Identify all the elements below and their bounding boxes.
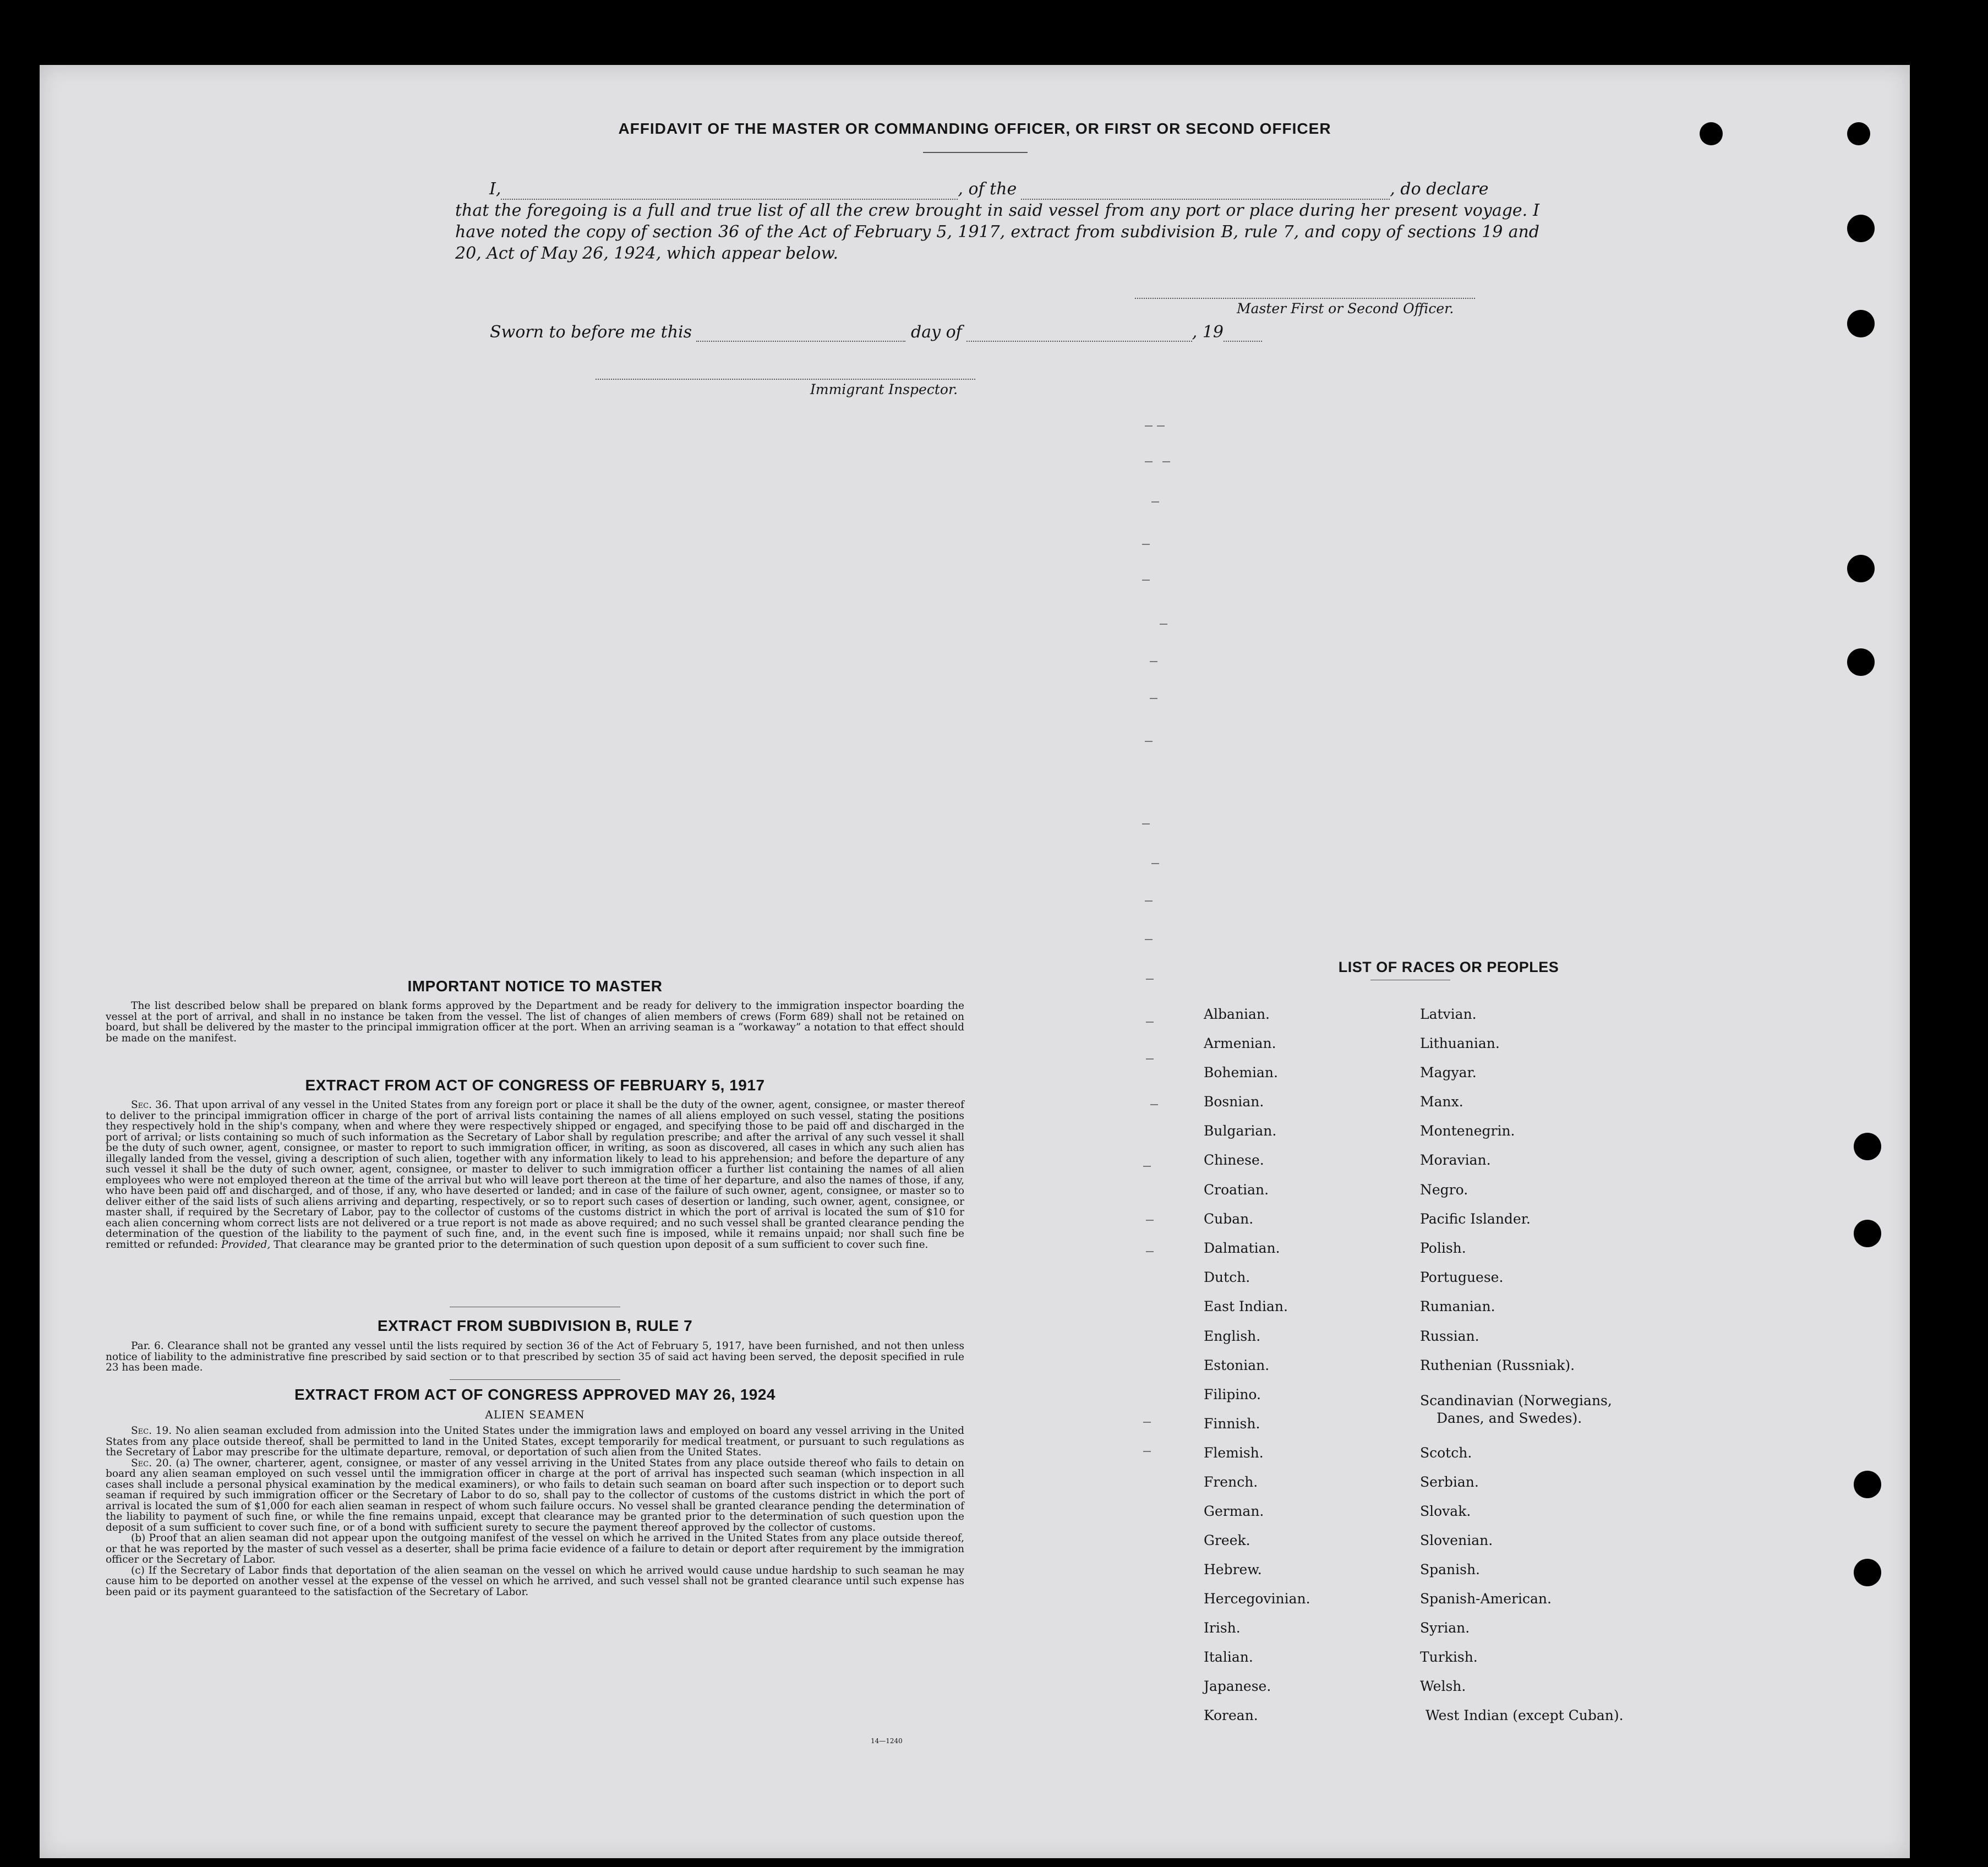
section-divider xyxy=(450,1379,620,1380)
extract-1924-title: EXTRACT FROM ACT OF CONGRESS APPROVED MAY 26, 1924 xyxy=(294,1386,775,1403)
notice-title: IMPORTANT NOTICE TO MASTER xyxy=(407,978,663,995)
race-item: German. xyxy=(1204,1503,1264,1519)
extract-1917-title: EXTRACT FROM ACT OF CONGRESS OF FEBRUARY 5, 1917 xyxy=(305,1077,765,1094)
inspector-label: Immigrant Inspector. xyxy=(810,381,958,397)
race-item: Montenegrin. xyxy=(1420,1123,1515,1139)
race-item: Slovak. xyxy=(1420,1503,1471,1519)
tick-mark xyxy=(1151,501,1159,503)
punch-hole-icon xyxy=(1854,1133,1881,1160)
punch-hole-icon xyxy=(1847,648,1875,676)
race-item: Danes, and Swedes). xyxy=(1437,1410,1582,1426)
tick-mark xyxy=(1145,461,1153,462)
tick-mark xyxy=(1150,1104,1158,1105)
tick-mark xyxy=(1146,1022,1154,1023)
title-underline xyxy=(923,152,1028,153)
tick-mark xyxy=(1145,939,1153,940)
race-item: Croatian. xyxy=(1204,1182,1269,1198)
race-item: Russian. xyxy=(1420,1328,1479,1344)
race-item: Pacific Islander. xyxy=(1420,1211,1531,1227)
alien-seamen-subtitle: ALIEN SEAMEN xyxy=(485,1408,585,1421)
tick-mark xyxy=(1160,624,1167,625)
sec20b-text: (b) Proof that an alien seaman did not appear upon the outgoing manifest of the vessel on which he arrived in the United States from any place outside thereof, or that he was reported by the master of such vessel as a deserter, shall be prima facie evidence of a failure to detain or deport after requirement by the immigration officer or the Secretary of Labor. xyxy=(106,1532,964,1565)
form-number: 14—1240 xyxy=(871,1737,903,1745)
master-signature-line[interactable] xyxy=(1135,298,1475,299)
affidavit-declare: , do declare xyxy=(1390,179,1489,199)
race-item: Hebrew. xyxy=(1204,1562,1262,1577)
tick-mark xyxy=(1142,544,1150,545)
race-item: Portuguese. xyxy=(1420,1269,1504,1285)
race-item: Estonian. xyxy=(1204,1357,1270,1373)
race-item: French. xyxy=(1204,1474,1258,1490)
sec20c-text: (c) If the Secretary of Labor finds that deportation of the alien seaman on the vessel on which he arrived would cause undue hardship to such seaman he may cause him to be deported on another vessel at the expense of the vessel on which he arrived, and such vessel shall not be granted clearance until such expense has been paid or its payment guaranteed to the satisfaction of the Secretary of Labor. xyxy=(106,1564,964,1598)
tick-mark xyxy=(1150,661,1157,662)
race-item: Bohemian. xyxy=(1204,1064,1278,1080)
race-item: Lithuanian. xyxy=(1420,1035,1500,1051)
tick-mark xyxy=(1145,425,1153,427)
notice-text xyxy=(106,1001,964,1044)
tick-mark xyxy=(1143,1166,1151,1167)
affidavit-body xyxy=(455,178,1539,264)
sec36-text-end: That clearance may be granted prior to the determination of such question upon deposit of a sum sufficient to cover such fine. xyxy=(274,1238,929,1251)
sec19-label: Sec. 19. xyxy=(131,1425,172,1437)
race-item: Turkish. xyxy=(1420,1649,1478,1665)
race-item: Albanian. xyxy=(1204,1006,1270,1022)
race-item: Scandinavian (Norwegians, xyxy=(1420,1393,1612,1409)
punch-hole-icon xyxy=(1854,1559,1881,1586)
tick-mark xyxy=(1146,1251,1154,1252)
sec19-text: No alien seaman excluded from admission into the United States under the immigration laws and employed on board any vessel arriving in the United States from any place outside thereof, shall be permitted to land in the United States, except temporarily for medical treatment, or pursuant to such regulations as the Secretary of Labor may prescribe for the ultimate departure, removal, or deportation of such alien from the United States. xyxy=(106,1425,965,1458)
tick-mark xyxy=(1162,461,1170,462)
extract-1924-text xyxy=(106,1426,964,1597)
race-item: Bosnian. xyxy=(1204,1094,1264,1110)
affidavit-title: AFFIDAVIT OF THE MASTER OR COMMANDING OFFICER, OR FIRST OR SECOND OFFICER xyxy=(618,120,1331,137)
sec20a-text: (a) The owner, charterer, agent, consignee, or master of any vessel arriving in the United States from any place outside thereof who fails to detain on board any alien seaman employed on such vessel until the immigration officer in charge at the port of arrival has inspected such seaman (which inspection in all cases shall include a personal physical examination by the medical examiners), or who fails to detain such seaman on board after such inspection or to deport such seaman if required by such immigration officer or the Secretary of Labor to do so, shall pay to the collector of customs of the customs district in which the port of arrival is located the sum of $1,000 for each alien seaman in respect of whom such failure occurs. No vessel shall be granted clearance pending the determination of the liability to payment of such fine, or while the fine remains unpaid, except that clearance may be granted prior to the determination of such question upon the deposit of a sum sufficient to cover such fine, or of a bond with sufficient surety to secure the payment thereof approved by the collector of customs. xyxy=(106,1457,964,1533)
punch-hole-icon xyxy=(1854,1471,1881,1498)
rule7-title: EXTRACT FROM SUBDIVISION B, RULE 7 xyxy=(377,1317,693,1334)
race-item: Manx. xyxy=(1420,1094,1463,1110)
race-item: Armenian. xyxy=(1204,1035,1276,1051)
tick-mark xyxy=(1146,1058,1154,1060)
race-item: Moravian. xyxy=(1420,1152,1491,1168)
form-sheet xyxy=(40,65,1910,1858)
races-title: LIST OF RACES OR PEOPLES xyxy=(1338,959,1559,975)
tick-mark xyxy=(1150,698,1157,699)
tick-mark xyxy=(1151,863,1159,864)
punch-hole-icon xyxy=(1847,310,1875,337)
race-item: East Indian. xyxy=(1204,1298,1288,1314)
punch-hole-icon xyxy=(1854,1220,1881,1247)
race-item: Chinese. xyxy=(1204,1152,1264,1168)
rule7-paragraph: Par. 6. Clearance shall not be granted any vessel until the lists required by section 36 of the Act of February 5, 1917, have been furnished, and not then unless notice of liability to the administrative fine prescribed by said section or to that prescribed by section 35 of said act having been served, the deposit specified in rule 23 has been made. xyxy=(106,1340,964,1373)
affidavit-i: I, xyxy=(489,179,501,199)
race-item: Latvian. xyxy=(1420,1006,1477,1022)
race-item: West Indian (except Cuban). xyxy=(1426,1707,1624,1723)
race-item: Korean. xyxy=(1204,1707,1258,1723)
race-item: English. xyxy=(1204,1328,1261,1344)
sec36-text: That upon arrival of any vessel in the United States from any foreign port or place it shall be the duty of the owner, agent, consignee, or master thereof to deliver to the principal immigration officer in charge of the port of arrival lists containing the names of all aliens employed on such vessel, stating the positions they respectively hold in the ship's company, when and where they were respectively shipped or engaged, and specifying those to be paid off and discharged in the port of arrival; or lists containing so much of such information as the Secretary of Labor shall by regulation prescribe; and after the arrival of any such vessel it shall be the duty of such owner, agent, consignee, or master to report to such immigration officer, in writing, as soon as discovered, all cases in which any such alien has illegally landed from the vessel, giving a description of such alien, together with any information likely to lead to his apprehension; and before the departure of any such vessel it shall be the duty of such owner, agent, consignee, or master to deliver to such immigration officer a further list containing the names of all alien employees who were not employed thereon at the time of the arrival but who will leave port thereon at the time of her departure, and also the names of those, if any, who have been paid off and discharged, and of those, if any, who have deserted or landed; and in case of the failure of such owner, agent, consignee, or master so to deliver either of the said lists of such aliens arriving and departing, respectively, or so to report such cases of desertion or landing, such owner, agent, consignee, or master shall, if required by the Secretary of Labor, pay to the collector of customs of the customs district in which the port of arrival is located the sum of $10 for each alien concerning whom correct lists are not delivered or a true report is not made as above required; and no such vessel shall be granted clearance pending the determination of the question of the liability to the payment of such fine, and, in the event such fine is imposed, while it remains unpaid; nor shall such fine be remitted or refunded: xyxy=(106,1099,964,1251)
race-item: Filipino. xyxy=(1204,1386,1261,1402)
race-item: Dutch. xyxy=(1204,1269,1250,1285)
race-item: Syrian. xyxy=(1420,1620,1470,1636)
race-item: Hercegovinian. xyxy=(1204,1591,1310,1607)
race-item: Finnish. xyxy=(1204,1416,1260,1432)
name-field[interactable] xyxy=(501,187,958,200)
race-item: Bulgarian. xyxy=(1204,1123,1277,1139)
race-item: Slovenian. xyxy=(1420,1532,1493,1548)
race-item: Flemish. xyxy=(1204,1445,1264,1461)
tick-mark xyxy=(1146,979,1154,980)
sworn-text: Sworn to before me this xyxy=(490,323,692,342)
vessel-field[interactable] xyxy=(1021,187,1390,200)
sec36-label: Sec. 36. xyxy=(131,1099,172,1111)
punch-hole-icon xyxy=(1847,555,1875,582)
race-item: Magyar. xyxy=(1420,1064,1477,1080)
race-item: Spanish. xyxy=(1420,1562,1481,1577)
master-label: Master First or Second Officer. xyxy=(1237,301,1454,316)
provided-word: Provided, xyxy=(221,1238,271,1251)
rule7-text xyxy=(106,1341,964,1373)
race-item: Serbian. xyxy=(1420,1474,1479,1490)
race-item: Ruthenian (Russniak). xyxy=(1420,1357,1575,1373)
sworn-month-field[interactable] xyxy=(966,329,1192,342)
punch-hole-icon xyxy=(1847,122,1870,145)
sworn-day-field[interactable] xyxy=(696,329,905,342)
tick-mark xyxy=(1143,1422,1151,1423)
affidavit-text: that the foregoing is a full and true list of all the crew brought in said vessel from any port or place during her present voyage. I have noted the copy of section 36 of the Act of February 5, 1917, extract from subdivision B, rule 7, and copy of sections 19 and 20, Act of May 26, 1924, which appear below. xyxy=(455,201,1539,263)
notice-paragraph: The list described below shall be prepared on blank forms approved by the Department and be ready for delivery to the immigration inspector boarding the vessel at the port of arrival, and shall in no instance be taken from the vessel. The list of changes of alien members of crews (Form 689) shall not be retained on board, but shall be delivered by the master to the principal immigration officer at the port. When an arriving seaman is a “workaway” a notation to that effect should be made on the manifest. xyxy=(106,1000,964,1044)
race-item: Welsh. xyxy=(1420,1678,1466,1694)
inspector-signature-line[interactable] xyxy=(596,379,975,380)
tick-mark xyxy=(1145,741,1153,742)
punch-hole-icon xyxy=(1700,122,1723,145)
sworn-year-field[interactable] xyxy=(1224,329,1262,342)
race-item: Scotch. xyxy=(1420,1445,1472,1461)
year-text: , 19 xyxy=(1192,323,1224,342)
race-item: Greek. xyxy=(1204,1532,1250,1548)
race-item: Italian. xyxy=(1204,1649,1253,1665)
tick-mark xyxy=(1143,1451,1151,1452)
race-item: Spanish-American. xyxy=(1420,1591,1552,1607)
sec20-label: Sec. 20. xyxy=(131,1457,172,1469)
tick-mark xyxy=(1157,425,1165,427)
race-item: Irish. xyxy=(1204,1620,1241,1636)
extract-1917-text xyxy=(106,1100,964,1250)
affidavit-of-the: , of the xyxy=(958,179,1017,199)
day-of-text: day of xyxy=(911,323,962,342)
race-item: Negro. xyxy=(1420,1182,1468,1198)
tick-mark xyxy=(1142,823,1150,825)
tick-mark xyxy=(1142,580,1150,581)
race-item: Rumanian. xyxy=(1420,1298,1495,1314)
sworn-line xyxy=(490,323,1262,342)
tick-mark xyxy=(1146,1220,1154,1221)
race-item: Japanese. xyxy=(1204,1678,1271,1694)
race-item: Dalmatian. xyxy=(1204,1240,1280,1256)
race-item: Polish. xyxy=(1420,1240,1466,1256)
tick-mark xyxy=(1145,900,1153,902)
punch-hole-icon xyxy=(1847,215,1875,242)
race-item: Cuban. xyxy=(1204,1211,1254,1227)
